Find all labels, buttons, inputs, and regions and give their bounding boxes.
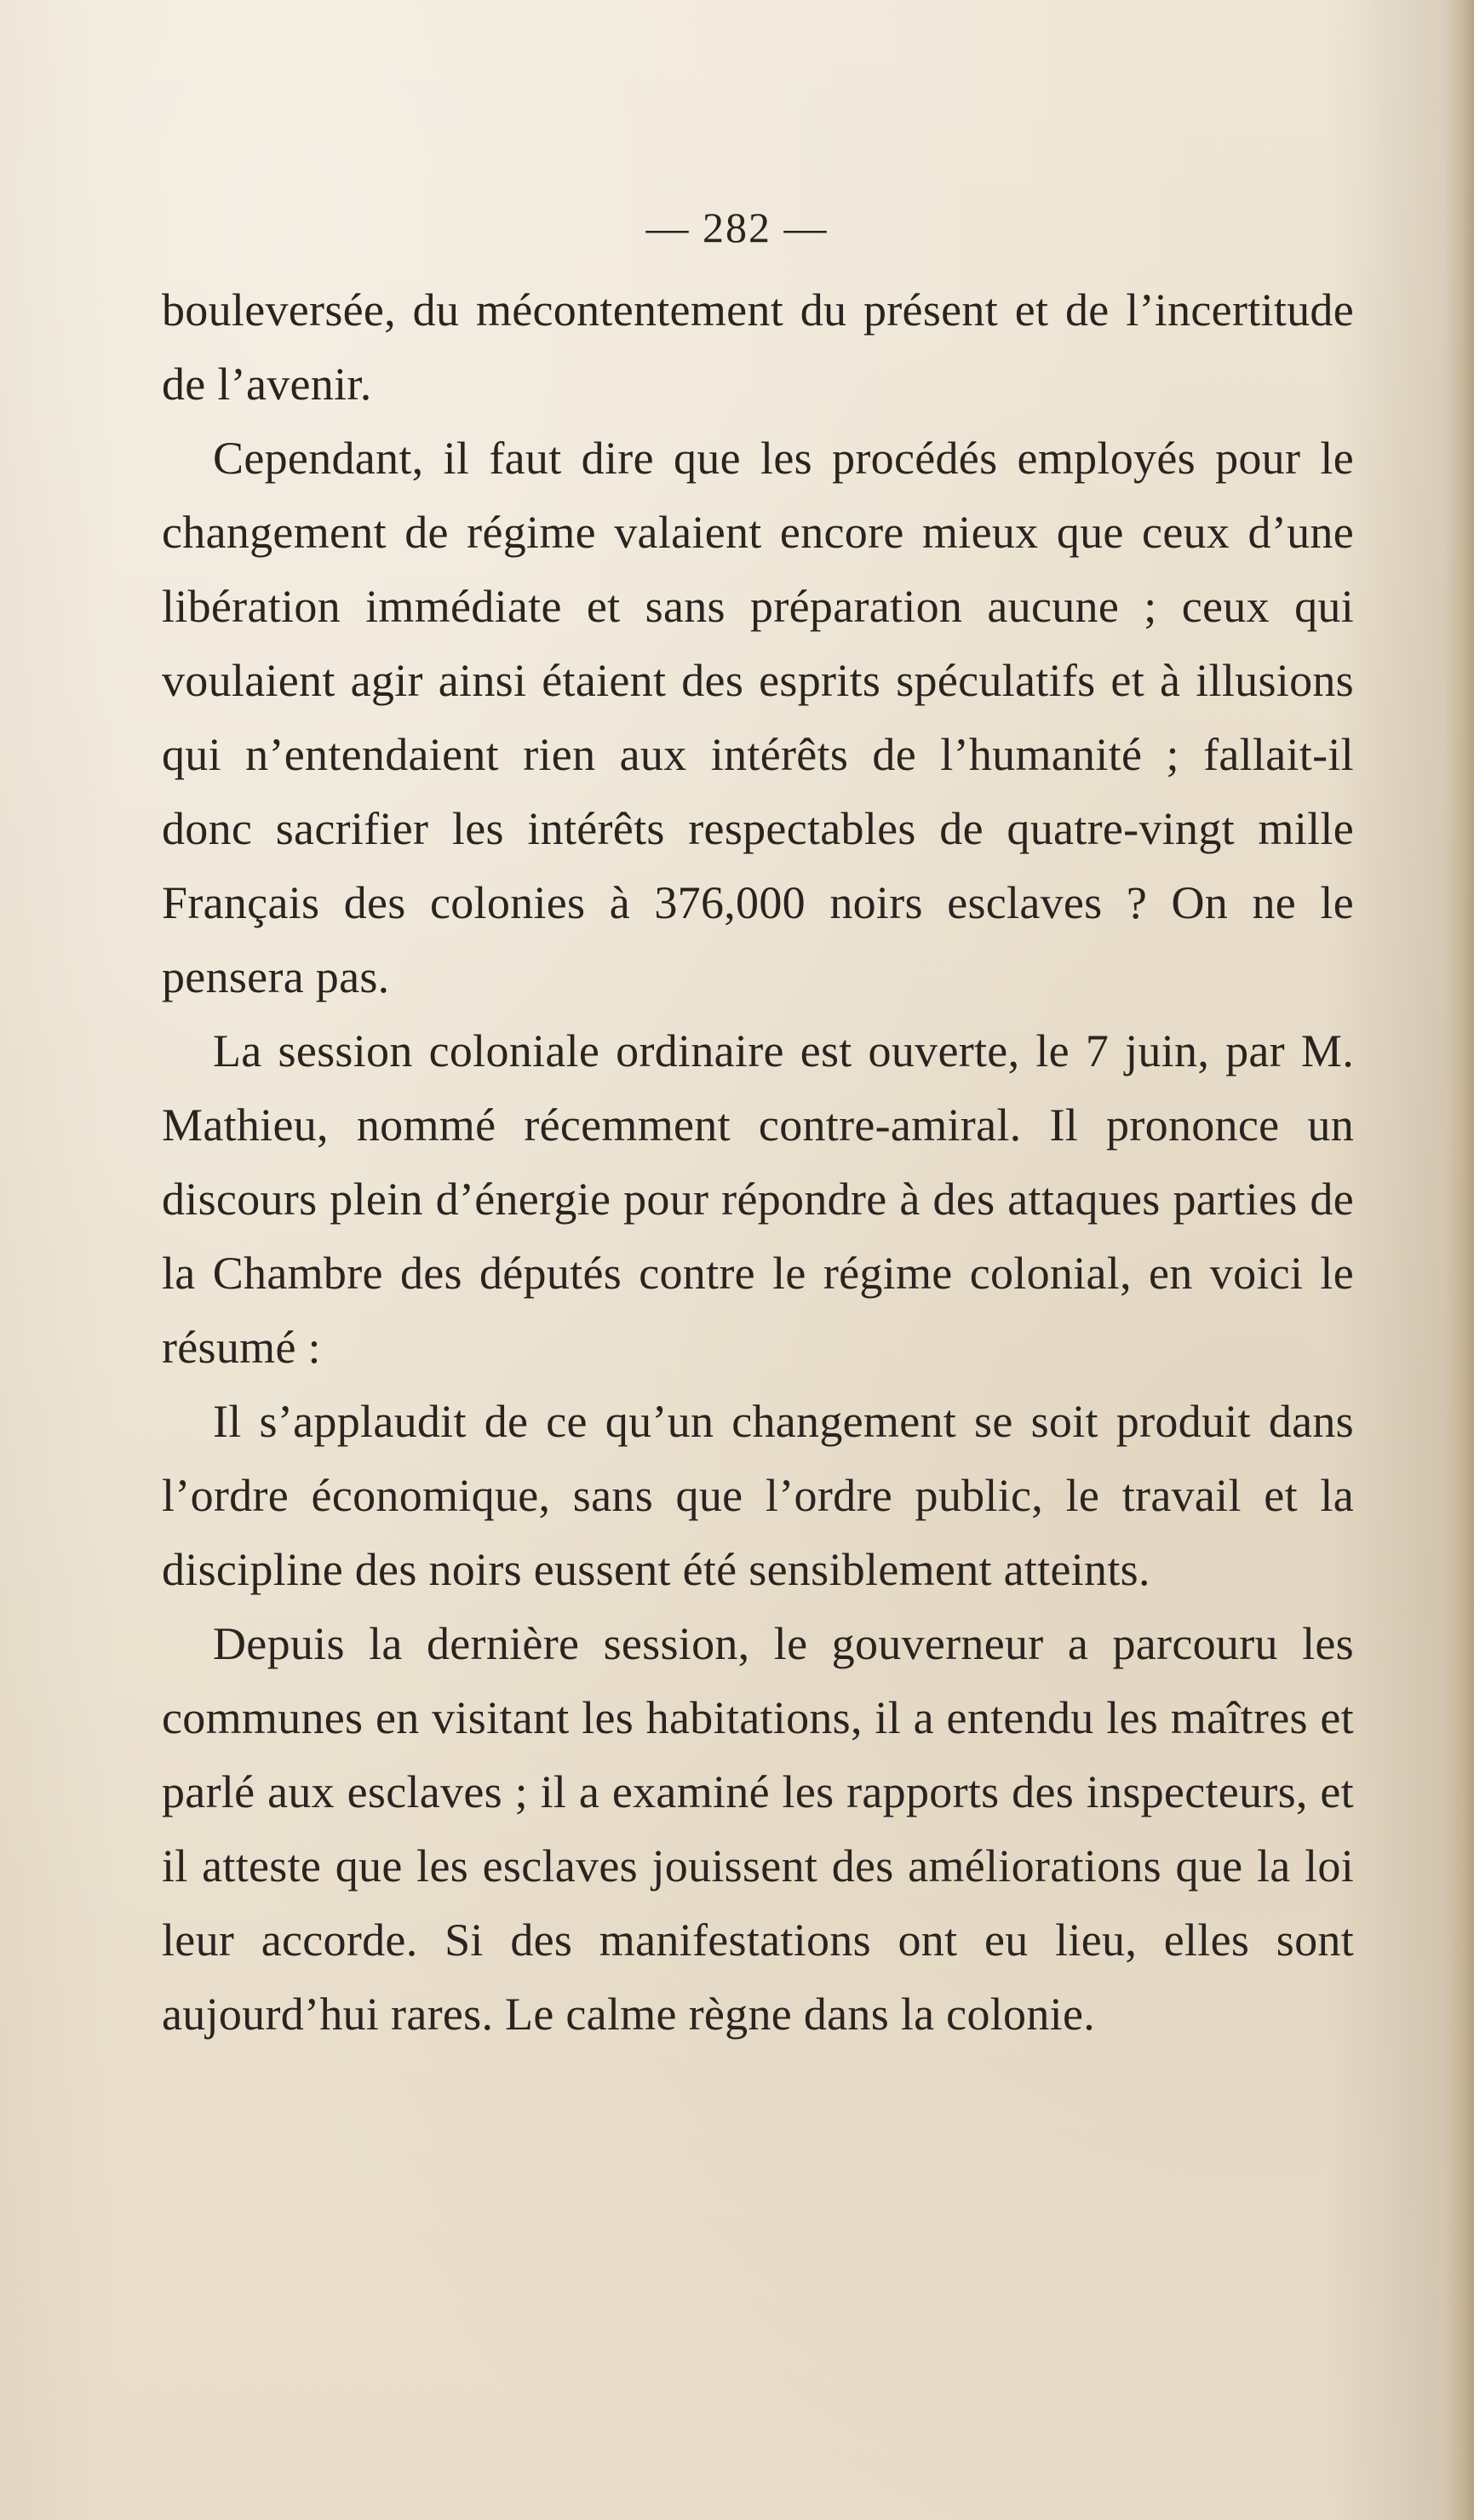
body-text — [162, 273, 1354, 2052]
paragraph: La session coloniale ordinaire est ouverte, le 7 juin, par M. Mathieu, nommé récemment contre-amiral. Il prononce un discours plein d’énergie pour répondre à des attaques parties de la Chambre des députés contre le régime colonial, en voici le résumé : — [162, 1025, 1354, 1373]
paragraph-continuation: bouleversée, du mécontentement du présent et de l’incertitude de l’avenir. — [162, 284, 1354, 410]
page-number: — 282 — — [645, 204, 829, 251]
paragraph: Il s’applaudit de ce qu’un changement se soit produit dans l’ordre économique, sans que l’ordre public, le travail et la discipline des noirs eussent été sensiblement atteints. — [162, 1396, 1354, 1595]
paragraph: Depuis la dernière session, le gouverneur a parcouru les communes en visitant les habitations, il a entendu les maîtres et parlé aux esclaves ; il a examiné les rapports des inspecteurs, et il atteste que les esclaves jouissent des améliorations que la loi leur accorde. Si des manifestations ont eu lieu, elles sont aujourd’hui rares. Le calme règne dans la colonie. — [162, 1618, 1354, 2040]
page-edge-shadow — [1445, 0, 1474, 2520]
paragraph: Cependant, il faut dire que les procédés employés pour le changement de régime valaient encore mieux que ceux d’une libération immédiate et sans préparation aucune ; ceux qui voulaient agir ainsi étaient des esprits spéculatifs et à illusions qui n’entendaient rien aux intérêts de l’humanité ; fallait-il donc sacrifier les intérêts respectables de quatre-vingt mille Français des colonies à 376,000 noirs esclaves ? On ne le pensera pas. — [162, 433, 1354, 1002]
